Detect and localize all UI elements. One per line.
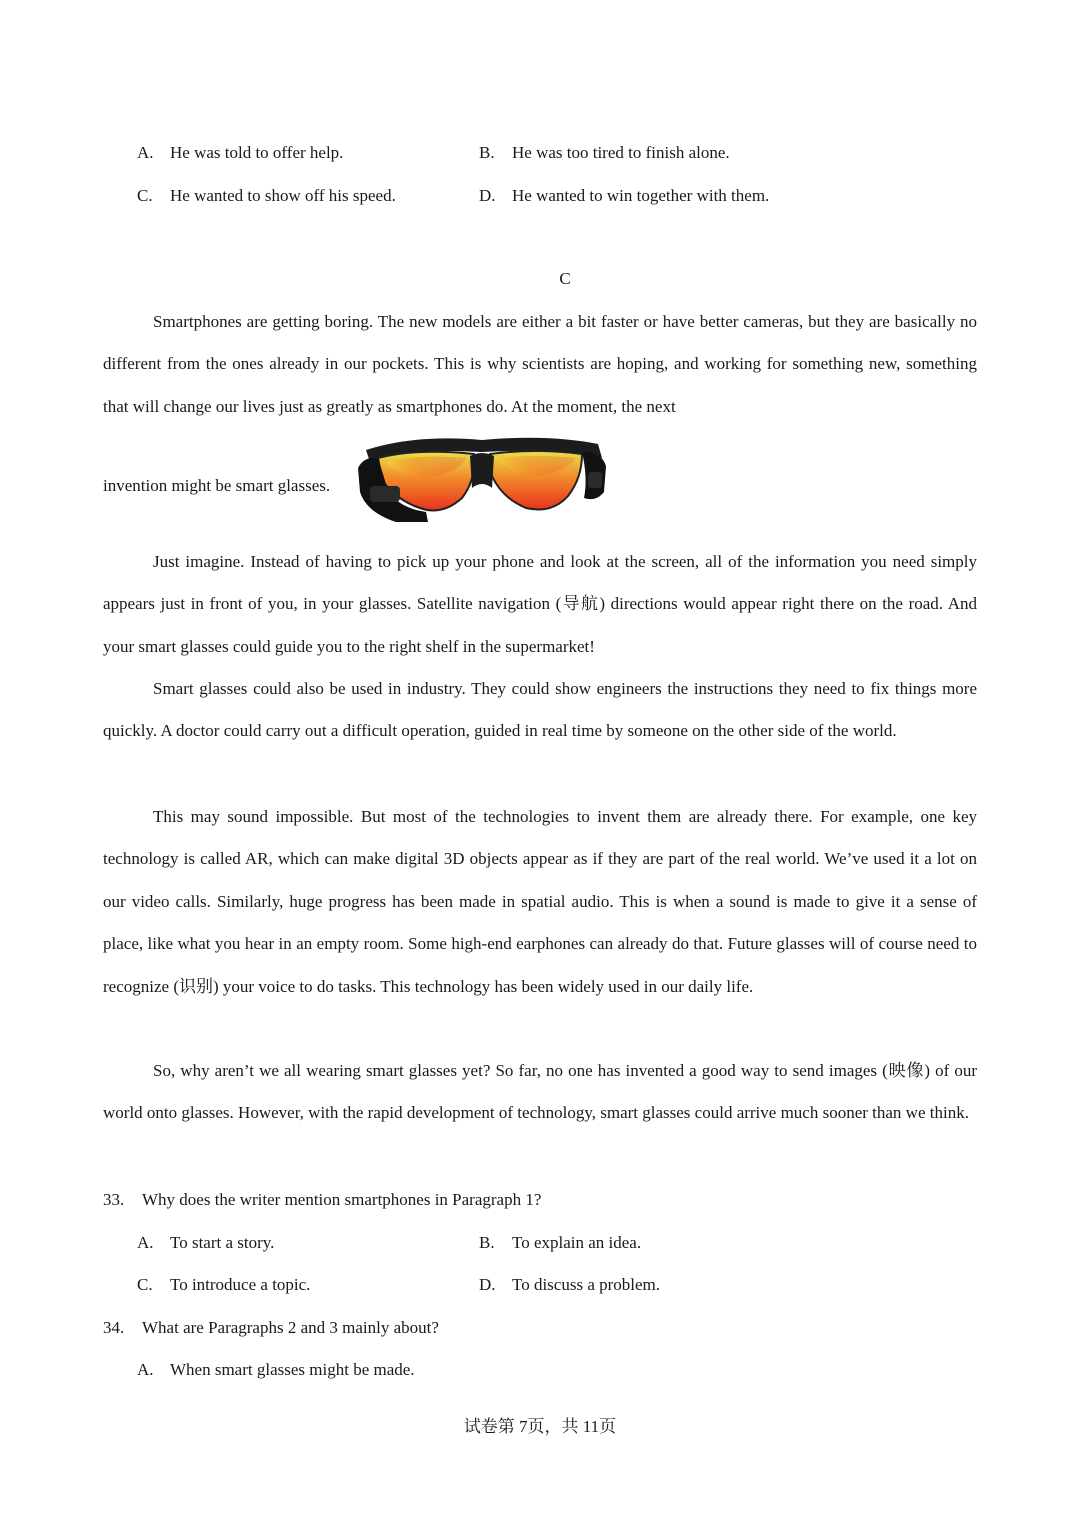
paragraph-3: Smart glasses could also be used in industry. They could show engineers the instructions they need to fix things more quickly. A doctor could carry out a difficult operation, guided in real time by someone on the other side of the world.	[103, 679, 977, 741]
question-34	[103, 1317, 439, 1339]
q33-option-d	[479, 1274, 660, 1296]
option-letter: A.	[137, 1360, 154, 1379]
paragraph-2: Just imagine. Instead of having to pick up your phone and look at the screen, all of the information you need simply appears just in front of you, in your glasses. Satellite navigation (导航) directions would appear right there on the road. And your smart glasses could guide you to the right shelf in the supermarket!	[103, 552, 977, 656]
option-text: He was told to offer help.	[170, 143, 344, 162]
option-text: To start a story.	[170, 1233, 275, 1252]
page-footer: 试卷第 7页，共 11页	[463, 1417, 617, 1436]
option-letter: D.	[479, 186, 496, 205]
option-c	[137, 185, 396, 207]
option-letter: C.	[137, 1275, 153, 1294]
option-letter: D.	[479, 1275, 496, 1294]
option-text: He wanted to win together with them.	[512, 186, 770, 205]
question-text: What are Paragraphs 2 and 3 mainly about?	[142, 1318, 439, 1337]
option-text: When smart glasses might be made.	[170, 1360, 415, 1379]
option-text: To discuss a problem.	[512, 1275, 661, 1294]
option-b	[479, 142, 730, 164]
q33-option-a	[137, 1232, 274, 1254]
paragraph-4: This may sound impossible. But most of the technologies to invent them are already there. For example, one key technology is called AR, which can make digital 3D objects appear as if they are part of the real world. We’ve used it a lot on our video calls. Similarly, huge progress has been made in spatial audio. This is when a sound is made to give it a sense of place, like what you hear in an empty room. Some high-end earphones can already do that. Future glasses will of course need to recognize (识别) your voice to do tasks. This technology has been widely used in our daily life.	[103, 807, 977, 996]
option-letter: A.	[137, 143, 154, 162]
question-33	[103, 1189, 541, 1211]
paragraph-1-tail: invention might be smart glasses.	[103, 476, 331, 495]
option-text: To explain an idea.	[512, 1233, 642, 1252]
option-text: He wanted to show off his speed.	[170, 186, 396, 205]
question-text: Why does the writer mention smartphones in Paragraph 1?	[142, 1190, 542, 1209]
option-d	[479, 185, 769, 207]
option-letter: B.	[479, 143, 495, 162]
question-number: 34.	[103, 1318, 125, 1337]
smart-glasses-icon	[356, 432, 608, 524]
option-letter: C.	[137, 186, 153, 205]
option-text: He was too tired to finish alone.	[512, 143, 730, 162]
option-text: To introduce a topic.	[170, 1275, 311, 1294]
paragraph-1: Smartphones are getting boring. The new models are either a bit faster or have better cameras, but they are basically no different from the ones already in our pockets. This is why scientists are hoping, and working for something new, something that will change our lives just as greatly as smartphones do. At the moment, the next	[103, 312, 977, 416]
paragraph-5: So, why aren’t we all wearing smart glasses yet? So far, no one has invented a good way to send images (映像) of our world onto glasses. However, with the rapid development of technology, smart glasses could arrive much sooner than we think.	[103, 1061, 977, 1123]
option-letter: A.	[137, 1233, 154, 1252]
question-number: 33.	[103, 1190, 125, 1209]
option-letter: B.	[479, 1233, 495, 1252]
q33-option-b	[479, 1232, 641, 1254]
section-heading: C	[559, 269, 571, 288]
q34-option-a	[137, 1359, 415, 1381]
option-a	[137, 142, 343, 164]
q33-option-c	[137, 1274, 310, 1296]
